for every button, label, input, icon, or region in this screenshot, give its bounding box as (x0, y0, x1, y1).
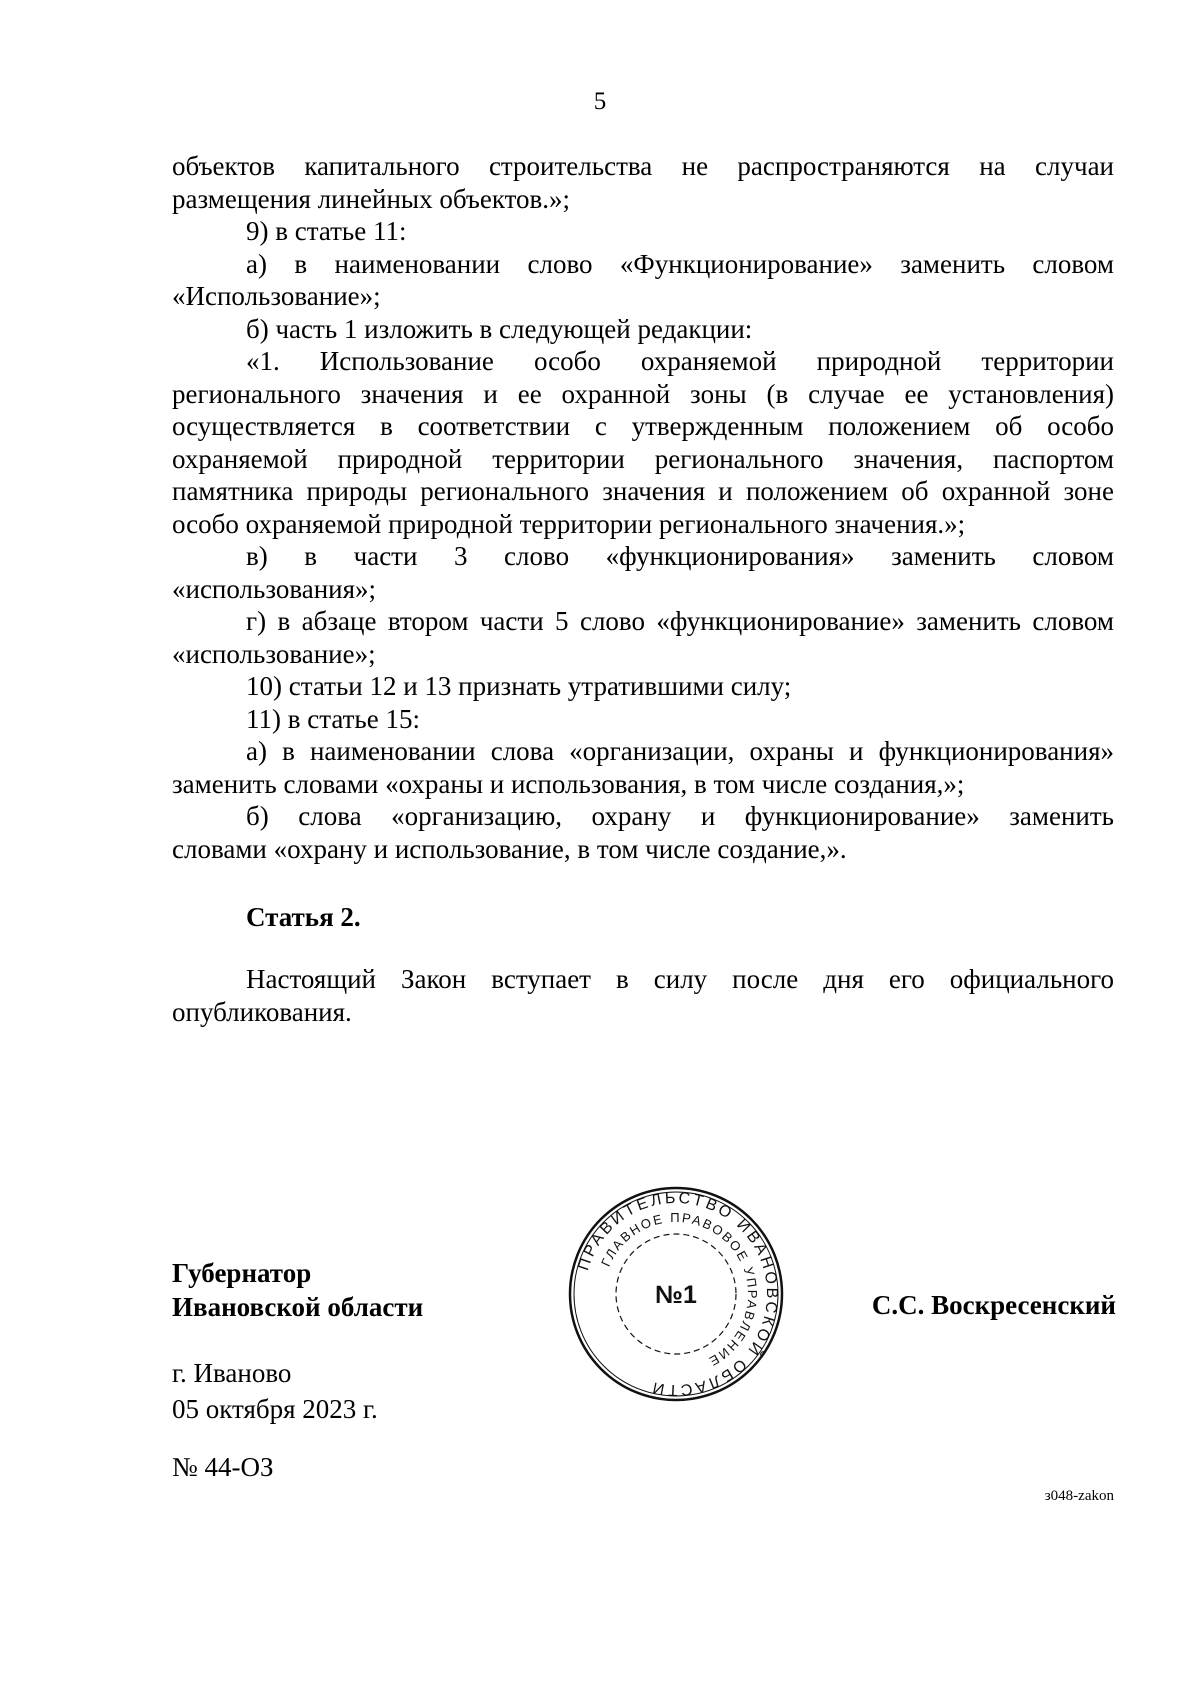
official-stamp (566, 1184, 786, 1404)
stamp-inner-text: ГЛАВНОЕ ПРАВОВОЕ УПРАВЛЕНИЕ (598, 1209, 761, 1370)
paragraph-line: размещения линейных объектов.»; (172, 183, 571, 214)
signature-title (172, 1256, 423, 1324)
stamp-center-number: №1 (655, 1281, 697, 1309)
paragraph-line: «использование»; (172, 638, 376, 669)
paragraph-line: 9) в статье 11: (246, 216, 407, 246)
article-heading: Статья 2. (246, 902, 361, 932)
paragraph-line: б) часть 1 изложить в следующей редакции: (246, 313, 753, 344)
paragraph-line: особо охраняемой природной территории регионального значения.»; (172, 508, 966, 539)
signature-title-line: Губернатор (172, 1258, 312, 1288)
paragraph-line: осуществляется в соответствии с утвержденным положением об особо (172, 411, 1114, 441)
article-line: Настоящий Закон вступает в силу после дня его официального (246, 964, 1114, 994)
place-and-date (172, 1355, 378, 1427)
paragraph-line: заменить словами «охраны и использования, в том числе создания,»; (172, 768, 965, 799)
signatory-name: С.С. Воскресенский (871, 1290, 1116, 1320)
article-text (172, 963, 1114, 1028)
article-line: опубликования. (172, 996, 352, 1027)
paragraph-line: словами «охрану и использование, в том числе создание,». (172, 833, 847, 864)
paragraph-line: а) в наименовании слова «организации, охраны и функционирования» (246, 736, 1114, 766)
page-number: 5 (593, 88, 607, 115)
paragraph-line: 10) статьи 12 и 13 признать утратившими силу; (246, 671, 792, 701)
paragraph-line: г) в абзаце втором части 5 слово «функционирование» заменить словом (246, 606, 1114, 636)
paragraph-line: а) в наименовании слово «Функционирование» заменить словом (246, 248, 1114, 279)
paragraph-line: в) в части 3 слово «функционирования» заменить словом (246, 541, 1114, 571)
paragraph-line: памятника природы регионального значения и положением об охранной зоне (172, 476, 1114, 506)
paragraph-line: охраняемой природной территории регионального значения, паспортом (172, 443, 1114, 474)
paragraph-line: б) слова «организацию, охрану и функционирование» заменить (246, 801, 1114, 831)
date: 05 октября 2023 г. (172, 1394, 378, 1424)
paragraph-line: «использования»; (172, 573, 377, 604)
stamp-outer-text: ПРАВИТЕЛЬСТВО ИВАНОВСКОЙ ОБЛАСТИ (575, 1189, 781, 1399)
document-code: з048-zakon (1044, 1488, 1114, 1504)
document-body (172, 150, 1114, 865)
paragraph-line: объектов капитального строительства не распространяются на случаи (172, 151, 1114, 181)
paragraph-line: «Использование»; (172, 281, 381, 311)
paragraph-line: 11) в статье 15: (246, 703, 420, 734)
place: г. Иваново (172, 1358, 292, 1388)
paragraph-line: регионального значения и ее охранной зоны (в случае ее установления) (172, 378, 1114, 409)
paragraph-line: «1. Использование особо охраняемой природной территории (246, 346, 1114, 376)
signature-title-line: Ивановской области (172, 1292, 424, 1322)
law-number: № 44-ОЗ (172, 1452, 274, 1482)
